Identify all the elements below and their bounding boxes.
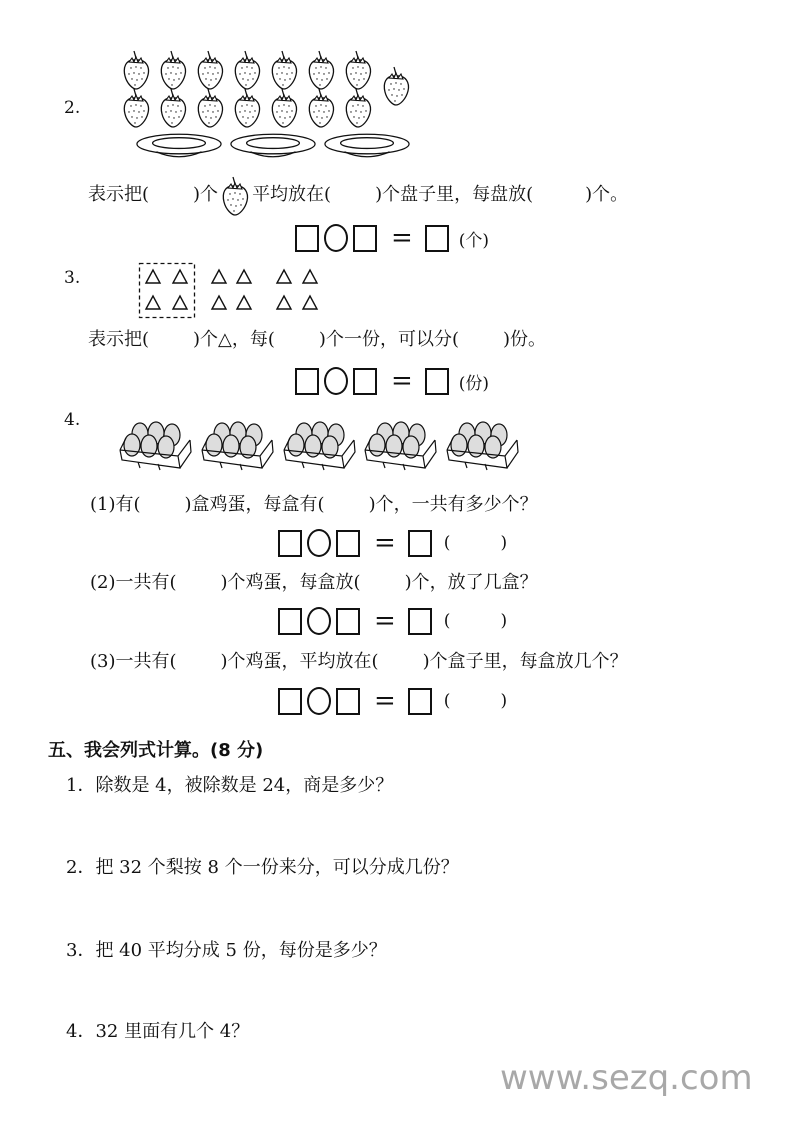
triangles-illustration — [138, 262, 328, 320]
equation-q2: = (个) — [295, 223, 489, 253]
section-5-item-1: 1．除数是 4，被除数是 24，商是多少？ — [66, 775, 394, 796]
operator-circle[interactable] — [307, 607, 331, 635]
strawberry-icon — [218, 176, 252, 216]
answer-box[interactable] — [295, 368, 319, 395]
answer-box[interactable] — [295, 225, 319, 252]
plate-3 — [325, 134, 409, 156]
extra-strawberry — [384, 67, 408, 105]
answer-box[interactable] — [408, 608, 432, 635]
watermark: www.sezq.com — [500, 1058, 753, 1098]
operator-circle[interactable] — [324, 224, 348, 252]
question-4-part-3: (3)一共有( )个鸡蛋，平均放在( )个盒子里，每盒放几个？ — [90, 651, 628, 672]
operator-circle[interactable] — [307, 687, 331, 715]
answer-box[interactable] — [353, 368, 377, 395]
answer-box[interactable] — [408, 688, 432, 715]
answer-box[interactable] — [278, 608, 302, 635]
answer-box[interactable] — [425, 368, 449, 395]
question-2-sentence: 表示把( )个 平均放在( )个盘子里，每盘放( )个。 — [88, 176, 628, 216]
equation-q4-2: = ( ) — [278, 606, 507, 636]
strawberries-and-plates-illustration — [115, 48, 425, 168]
question-2-number: 2. — [64, 98, 81, 118]
unit-blank[interactable]: ( ) — [443, 611, 508, 631]
answer-box[interactable] — [278, 530, 302, 557]
answer-box[interactable] — [336, 688, 360, 715]
question-4-number: 4. — [64, 410, 81, 430]
question-4-part-2: (2)一共有( )个鸡蛋，每盒放( )个，放了几盒？ — [90, 572, 538, 593]
section-5-item-3: 3．把 40 平均分成 5 份，每份是多少？ — [66, 940, 387, 961]
unit-blank[interactable]: ( ) — [443, 533, 508, 553]
question-4-part-1: (1)有( )盒鸡蛋，每盒有( )个，一共有多少个？ — [90, 494, 538, 515]
operator-circle[interactable] — [307, 529, 331, 557]
strawberry-row-2 — [124, 89, 370, 127]
answer-box[interactable] — [278, 688, 302, 715]
egg-trays-illustration — [116, 420, 526, 474]
answer-box[interactable] — [353, 225, 377, 252]
answer-box[interactable] — [425, 225, 449, 252]
section-5-item-2: 2．把 32 个梨按 8 个一份来分，可以分成几份？ — [66, 857, 459, 878]
answer-box[interactable] — [336, 530, 360, 557]
plate-2 — [231, 134, 315, 156]
equation-q4-1: = ( ) — [278, 528, 507, 558]
section-5-title: 五、我会列式计算。(8 分) — [48, 740, 264, 761]
equation-q4-3: = ( ) — [278, 686, 507, 716]
strawberry-row-1 — [124, 51, 370, 89]
equation-q3: = (份) — [295, 366, 489, 396]
operator-circle[interactable] — [324, 367, 348, 395]
unit-blank[interactable]: ( ) — [443, 691, 508, 711]
answer-box[interactable] — [336, 608, 360, 635]
question-3-sentence: 表示把( )个△，每( )个一份，可以分( )份。 — [88, 329, 546, 350]
question-3-number: 3. — [64, 268, 81, 288]
answer-box[interactable] — [408, 530, 432, 557]
section-5-item-4: 4．32 里面有几个 4？ — [66, 1021, 250, 1042]
plate-1 — [137, 134, 221, 156]
